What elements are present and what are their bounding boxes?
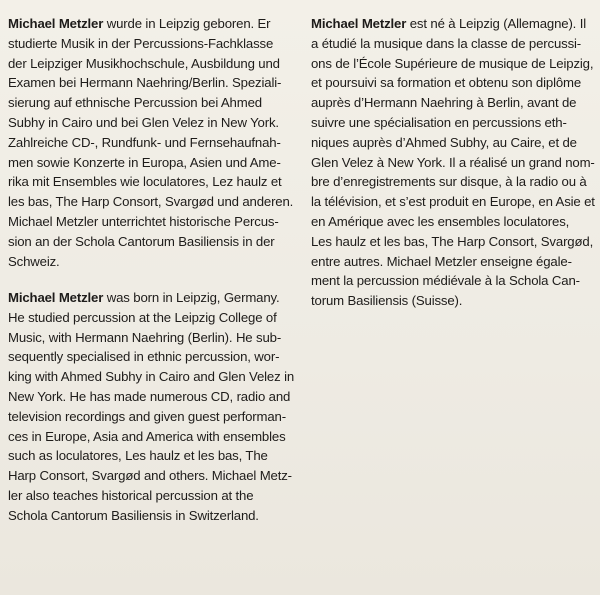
text-line: Schweiz. (8, 253, 60, 269)
text-line: en Amérique avec les ensembles loculatores, (311, 213, 570, 229)
text-line: ces in Europe, Asia and America with ensembles (8, 428, 286, 444)
artist-name: Michael Metzler (8, 16, 104, 31)
text-line: sierung auf ethnische Percussion bei Ahmed (8, 95, 262, 111)
text-line: Zahlreiche CD-, Rundfunk- und Fernsehaufnah- (8, 134, 281, 150)
text-line: New York. He has made numerous CD, radio and (8, 388, 291, 404)
text-line: Examen bei Hermann Naehring/Berlin. Speziali- (8, 75, 282, 91)
text-line: men sowie Konzerte in Europa, Asien und Ame- (8, 154, 281, 170)
text-line: bre d’enregistrements sur disque, à la radio ou à (311, 174, 587, 190)
text-line: Schola Cantorum Basiliensis in Switzerland. (8, 507, 259, 523)
text-line: a étudié la musique dans la classe de percussi- (311, 35, 582, 51)
text-line: television recordings and given guest performan- (8, 408, 286, 424)
text-line: niques auprès d’Ahmed Subhy, au Caire, et de (311, 134, 577, 150)
text-line: He studied percussion at the Leipzig College of (8, 309, 277, 325)
text-line: ment la percussion médiévale à la Schola Can- (311, 273, 580, 289)
text-line: Michael Metzler unterrichtet historische Percus- (8, 213, 279, 229)
text-line: king with Ahmed Subhy in Cairo and Glen Velez in (8, 369, 295, 385)
text-line: suivre une spécialisation en percussions eth- (311, 114, 567, 130)
artist-name: Michael Metzler (311, 16, 407, 31)
text-line: Michael Metzler est né à Leipzig (Allemagne). Il (311, 16, 587, 31)
text-line: Glen Velez à New York. Il a réalisé un grand nom- (311, 154, 595, 170)
text-line: les bas, The Harp Consort, Svargød und anderen. (8, 194, 294, 210)
text-line: der Leipziger Musikhochschule, Ausbildung und (8, 55, 280, 71)
text-line: Michael Metzler was born in Leipzig, Germany. (8, 290, 280, 305)
text-line: et poursuivi sa formation et obtenu son diplôme (311, 75, 582, 91)
text-line: la télévision, et s’est produit en Europe, en Asie et (311, 194, 595, 210)
text-line: ler also teaches historical percussion at the (8, 487, 254, 503)
text-line: such as loculatores, Les haulz et les bas, The (8, 448, 268, 464)
text-line: ons de l’École Supérieure de musique de Leipzig, (311, 55, 594, 71)
text-line: Michael Metzler wurde in Leipzig geboren. Er (8, 16, 271, 31)
biography-german (8, 14, 293, 271)
text-line: Subhy in Cairo und bei Glen Velez in New York. (8, 114, 279, 130)
text-line: entre autres. Michael Metzler enseigne égale- (311, 253, 572, 269)
biography-english (8, 288, 294, 526)
text-line: sion an der Schola Cantorum Basiliensis in der (8, 233, 275, 249)
text-line: Music, with Hermann Naehring (Berlin). He sub- (8, 329, 282, 345)
text-line: sequently specialised in ethnic percussion, wor- (8, 349, 280, 365)
text-line: studierte Musik in der Percussions-Fachklasse (8, 35, 274, 51)
biography-french (311, 14, 595, 311)
text-line: torum Basiliensis (Suisse). (311, 293, 463, 309)
text-line: auprès d’Hermann Naehring à Berlin, avant de (311, 95, 577, 111)
text-line: Harp Consort, Svargød and others. Michael Metz- (8, 468, 292, 484)
text-line: rika mit Ensembles wie loculatores, Lez haulz et (8, 174, 282, 190)
text-line: Les haulz et les bas, The Harp Consort, Svargød, (311, 233, 594, 249)
artist-name: Michael Metzler (8, 290, 104, 305)
